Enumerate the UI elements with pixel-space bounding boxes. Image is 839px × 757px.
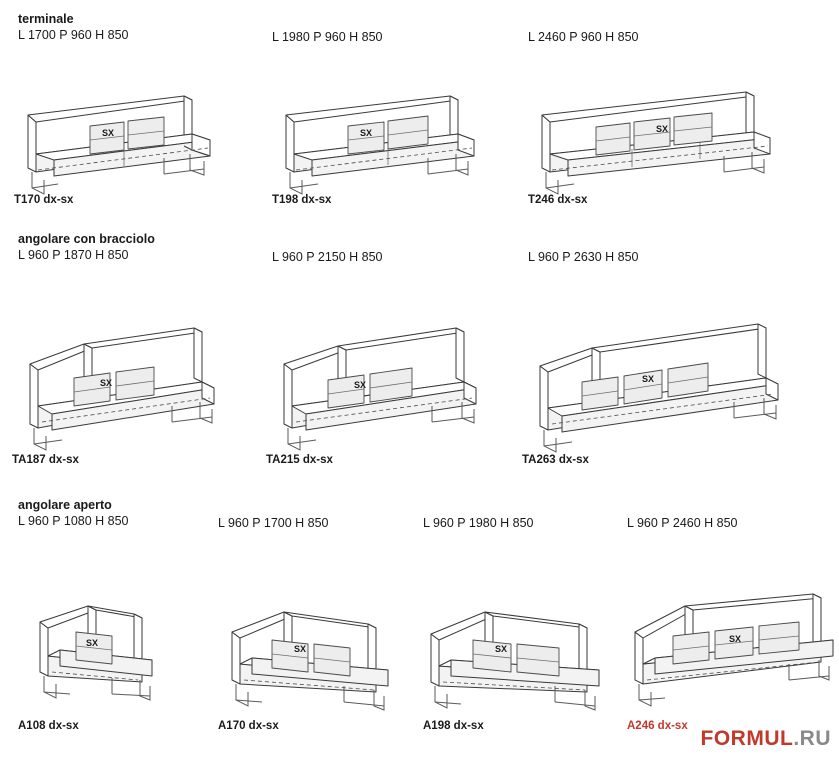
product-header bbox=[528, 250, 639, 264]
sofa-drawing-angolare-bracciolo-2seat bbox=[266, 294, 484, 434]
svg-text:SX: SX bbox=[102, 128, 115, 138]
product-header bbox=[218, 516, 329, 530]
sofa-drawing-angolare-bracciolo-2seat bbox=[12, 294, 224, 434]
svg-text:SX: SX bbox=[495, 644, 508, 654]
product-code: T198 dx-sx bbox=[272, 194, 332, 206]
product-code: A170 dx-sx bbox=[218, 720, 279, 732]
sofa-drawing-angolare-bracciolo-3seat bbox=[522, 294, 790, 434]
product-caption bbox=[218, 716, 279, 734]
svg-text:SX: SX bbox=[360, 128, 373, 138]
section-angolare-con-bracciolo bbox=[0, 228, 839, 478]
sofa-drawing-angolare-aperto-2seat bbox=[218, 578, 418, 703]
product-dimensions: L 960 P 1980 H 850 bbox=[423, 516, 534, 530]
product-header bbox=[423, 516, 534, 530]
section-title: angolare aperto bbox=[18, 498, 112, 512]
sofa-drawing-angolare-aperto-1seat bbox=[26, 588, 176, 703]
product-header bbox=[627, 516, 738, 530]
product-caption bbox=[14, 190, 73, 208]
product-code: T170 dx-sx bbox=[14, 194, 74, 206]
product-item bbox=[14, 12, 268, 207]
section-title: terminale bbox=[18, 12, 74, 26]
product-item bbox=[18, 498, 213, 738]
sofa-drawing-angolare-aperto-2seat bbox=[423, 578, 633, 703]
product-caption bbox=[522, 450, 589, 468]
product-dimensions: L 960 P 1080 H 850 bbox=[18, 514, 129, 528]
svg-text:SX: SX bbox=[100, 378, 113, 388]
svg-text:SX: SX bbox=[642, 374, 655, 384]
section-title: angolare con bracciolo bbox=[18, 232, 155, 246]
product-dimensions: L 960 P 1870 H 850 bbox=[18, 248, 129, 262]
sofa-drawing-terminale-3seat bbox=[528, 70, 790, 185]
sofa-drawing-terminale-2seat bbox=[14, 70, 224, 185]
product-code: TA263 dx-sx bbox=[522, 454, 589, 466]
sofa-drawing-terminale-2seat bbox=[272, 70, 487, 185]
sofa-drawing-angolare-aperto-3seat bbox=[627, 564, 839, 704]
product-dimensions: L 960 P 1700 H 850 bbox=[218, 516, 329, 530]
product-caption bbox=[266, 450, 333, 468]
product-caption bbox=[627, 716, 688, 734]
product-dimensions: L 960 P 2150 H 850 bbox=[272, 250, 383, 264]
watermark-domain: .RU bbox=[793, 727, 831, 750]
product-item bbox=[528, 30, 808, 207]
product-caption bbox=[528, 190, 587, 208]
product-code: A198 dx-sx bbox=[423, 720, 484, 732]
product-header bbox=[18, 498, 129, 528]
product-header bbox=[18, 12, 129, 42]
product-item bbox=[522, 250, 818, 472]
product-header bbox=[272, 30, 383, 44]
product-header bbox=[528, 30, 639, 44]
watermark bbox=[701, 727, 832, 751]
svg-text:SX: SX bbox=[656, 124, 669, 134]
product-caption bbox=[18, 716, 79, 734]
watermark-brand: FORMUL bbox=[700, 727, 794, 750]
product-dimensions: L 960 P 2630 H 850 bbox=[528, 250, 639, 264]
svg-text:SX: SX bbox=[86, 638, 99, 648]
product-header bbox=[272, 250, 383, 264]
product-caption bbox=[12, 450, 79, 468]
product-item bbox=[627, 516, 839, 738]
svg-text:SX: SX bbox=[729, 634, 742, 644]
product-caption bbox=[423, 716, 484, 734]
product-dimensions: L 2460 P 960 H 850 bbox=[528, 30, 639, 44]
product-item bbox=[272, 30, 522, 207]
product-code: A246 dx-sx bbox=[627, 720, 688, 732]
product-item bbox=[218, 516, 418, 738]
svg-text:SX: SX bbox=[294, 644, 307, 654]
svg-text:SX: SX bbox=[354, 380, 367, 390]
product-item bbox=[423, 516, 623, 738]
section-terminale bbox=[0, 0, 839, 210]
section-angolare-aperto bbox=[0, 494, 839, 744]
product-dimensions: L 960 P 2460 H 850 bbox=[627, 516, 738, 530]
product-dimensions: L 1980 P 960 H 850 bbox=[272, 30, 383, 44]
product-code: A108 dx-sx bbox=[18, 720, 79, 732]
product-item bbox=[266, 250, 522, 472]
product-item bbox=[12, 232, 268, 472]
product-caption bbox=[272, 190, 331, 208]
product-code: TA215 dx-sx bbox=[266, 454, 333, 466]
product-code: TA187 dx-sx bbox=[12, 454, 79, 466]
product-header bbox=[18, 232, 155, 262]
product-dimensions: L 1700 P 960 H 850 bbox=[18, 28, 129, 42]
product-code: T246 dx-sx bbox=[528, 194, 588, 206]
